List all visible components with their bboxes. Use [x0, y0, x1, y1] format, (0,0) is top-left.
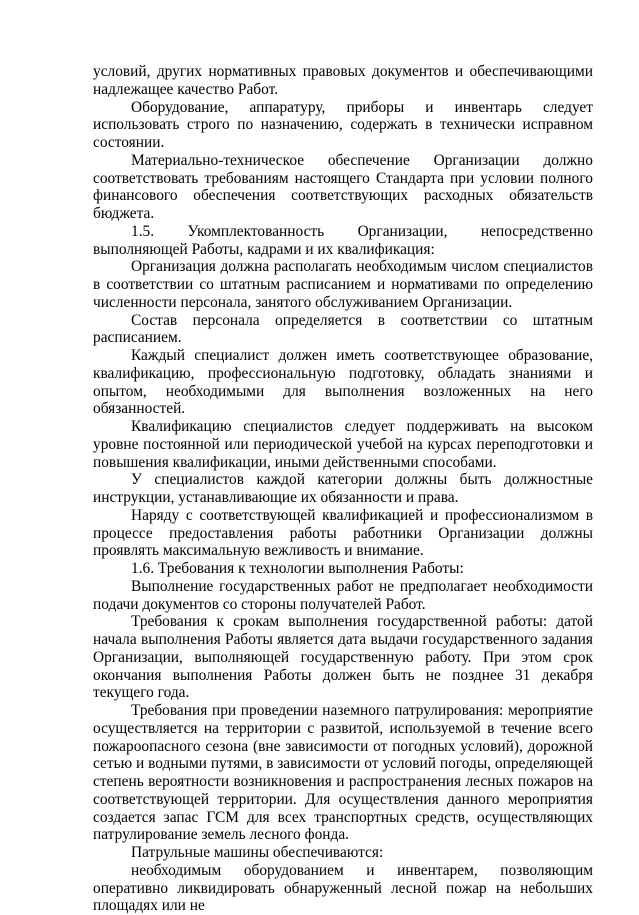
section-heading-1-5: 1.5. Укомплектованность Организации, непосредственно выполняющей Работы, кадрами и их квалификация:: [93, 222, 593, 258]
paragraph-no-documents: Выполнение государственных работ не предполагает необходимости подачи документов со стороны получателей Работ.: [93, 577, 593, 613]
paragraph-deadlines: Требования к срокам выполнения государственной работы: датой начала выполнения Работы является дата выдачи государственного задания Организации, выполняющей государственную работу. При этом срок окончания выполнения Работы должен быть не позднее 31 декабря текущего года.: [93, 613, 593, 702]
paragraph-staff-education: Каждый специалист должен иметь соответствующее образование, квалификацию, профессиональную подготовку, обладать знаниями и опытом, необходимыми для выполнения возложенных на него обязанностей.: [93, 347, 593, 418]
paragraph-staff-composition: Состав персонала определяется в соответствии со штатным расписанием.: [93, 311, 593, 347]
paragraph-continuation: условий, других нормативных правовых документов и обеспечивающими надлежащее качество Работ.: [93, 63, 593, 98]
paragraph-staff-number: Организация должна располагать необходимым числом специалистов в соответствии со штатным расписанием и нормативами по определению численности персонала, занятого обслуживанием Организации.: [93, 258, 593, 311]
paragraph-courtesy: Наряду с соответствующей квалификацией и профессионализмом в процессе предоставления работы работники Организации должны проявлять максимальную вежливость и внимание.: [93, 506, 593, 560]
paragraph-equipment-usage: Оборудование, аппаратуру, приборы и инвентарь следует использовать строго по назначению, содержать в технически исправном состоянии.: [93, 98, 593, 151]
document-page: [93, 63, 593, 915]
paragraph-ground-patrol: Требования при проведении наземного патрулирования: мероприятие осуществляется на территории с развитой, используемой в течение всего пожароопасного сезона (вне зависимости от погодных условий), дорожной сетью и водными путями, в зависимости от условий погоды, определяющей степень вероятности возникновения и распространения лесных пожаров на соответствующей территории. Для осуществления данного мероприятия создается запас ГСМ для всех транспортных средств, осуществляющих патрулирование земель лесного фонда.: [93, 702, 593, 844]
paragraph-equipment-inventory: необходимым оборудованием и инвентарем, позволяющим оперативно ликвидировать обнаруженный лесной пожар на небольших площадях или не: [93, 861, 593, 915]
section-heading-1-6: 1.6. Требования к технологии выполнения Работы:: [131, 560, 464, 577]
paragraph-qualification: Квалификацию специалистов следует поддерживать на высоком уровне постоянной или периодической учебой на курсах переподготовки и повышения квалификации, иными действенными способами.: [93, 418, 593, 471]
paragraph-job-instructions: У специалистов каждой категории должны быть должностные инструкции, устанавливающие их обязанности и права.: [93, 471, 593, 506]
paragraph-patrol-vehicles: Патрульные машины обеспечиваются:: [131, 844, 384, 861]
paragraph-material-support: Материально-техническое обеспечение Организации должно соответствовать требованиям настоящего Стандарта при условии полного финансового обеспечения соответствующих расходных обязательств бюджета.: [93, 151, 593, 222]
